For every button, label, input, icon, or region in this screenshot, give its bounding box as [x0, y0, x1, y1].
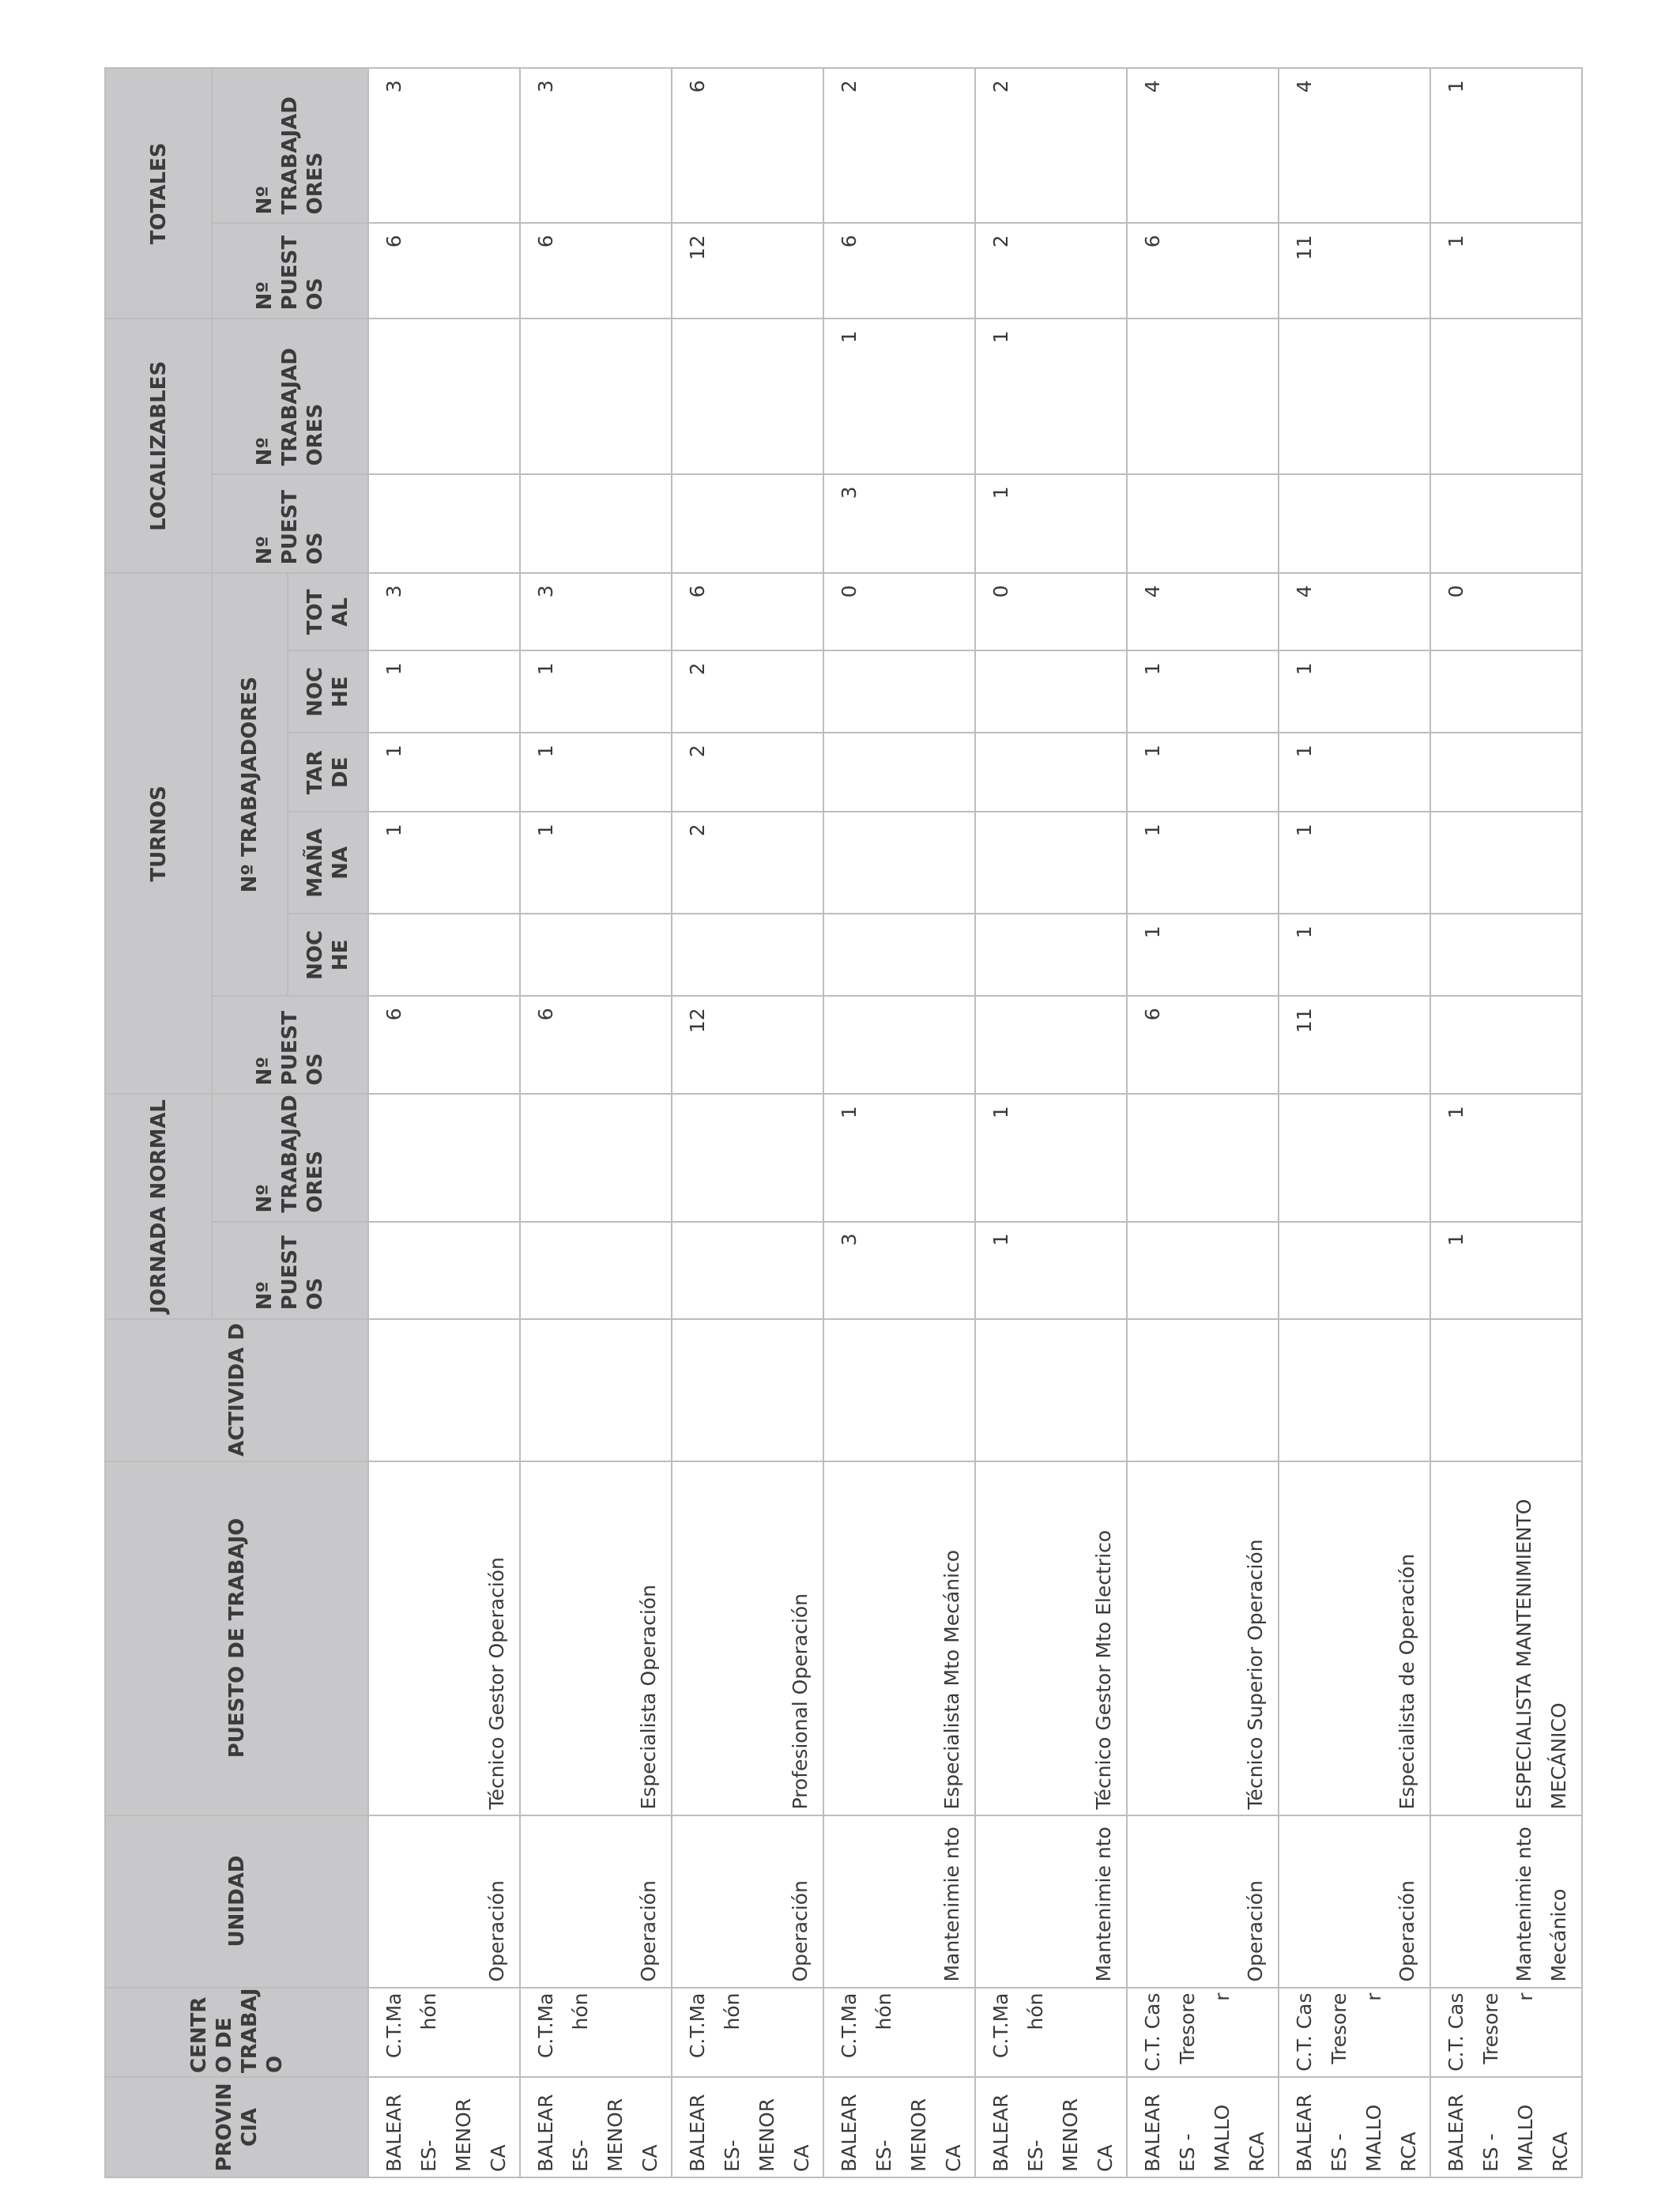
cell-jn-puestos: 1	[1430, 1222, 1582, 1319]
cell-manana: 1	[520, 812, 672, 914]
cell-puesto: Especialista Mto Mecánico	[823, 1461, 975, 1815]
header-centro: CENTR O DE TRABAJ O	[105, 1988, 368, 2077]
cell-centro: C.T.Ma hón	[672, 1988, 823, 2077]
cell-tot-puestos: 6	[823, 223, 975, 319]
cell-tot-trabajadores: 3	[520, 68, 672, 223]
cell-provincia: BALEAR ES - MALLO RCA	[1430, 2077, 1582, 2177]
header-jornada-normal: JORNADA NORMAL	[105, 1094, 212, 1318]
table-row	[672, 68, 823, 2177]
cell-tot-puestos: 1	[1430, 223, 1582, 319]
cell-actividad	[823, 1319, 975, 1461]
cell-unidad: Operación	[1127, 1815, 1279, 1988]
cell-loc-puestos	[1279, 474, 1430, 573]
table-row	[1279, 68, 1430, 2177]
header-localizables: LOCALIZABLES	[105, 319, 212, 573]
header-tarde: TAR DE	[288, 733, 368, 812]
cell-tot-trabajadores: 4	[1127, 68, 1279, 223]
cell-total: 4	[1127, 573, 1279, 650]
cell-noche-1: 1	[1127, 914, 1279, 996]
header-totales: TOTALES	[105, 68, 212, 319]
cell-manana	[823, 812, 975, 914]
cell-noche-1	[823, 914, 975, 996]
cell-unidad: Operación	[368, 1815, 520, 1988]
cell-manana	[975, 812, 1127, 914]
cell-provincia: BALEAR ES- MENOR CA	[672, 2077, 823, 2177]
header-jn-trabajadores: Nº TRABAJAD ORES	[212, 1094, 368, 1221]
cell-jn-trabajadores	[368, 1094, 520, 1221]
cell-total: 3	[368, 573, 520, 650]
cell-loc-trabajadores	[368, 319, 520, 474]
cell-puesto: Especialista de Operación	[1279, 1461, 1430, 1815]
cell-jn-puestos	[1279, 1222, 1430, 1319]
cell-puesto: Especialista Operación	[520, 1461, 672, 1815]
cell-tarde: 2	[672, 733, 823, 812]
header-turnos-puestos: Nº PUEST OS	[212, 996, 368, 1094]
cell-manana: 1	[368, 812, 520, 914]
cell-turnos-puestos: 6	[368, 996, 520, 1094]
header-turnos: TURNOS	[105, 573, 212, 1094]
cell-tot-puestos: 6	[1127, 223, 1279, 319]
header-provincia: PROVIN CIA	[105, 2077, 368, 2177]
cell-tot-puestos: 12	[672, 223, 823, 319]
header-actividad: ACTIVIDA D	[105, 1319, 368, 1461]
cell-loc-puestos	[368, 474, 520, 573]
cell-loc-trabajadores	[520, 319, 672, 474]
cell-turnos-puestos: 6	[520, 996, 672, 1094]
cell-loc-puestos: 3	[823, 474, 975, 573]
header-manana: MAÑA NA	[288, 812, 368, 914]
cell-tarde: 1	[1127, 733, 1279, 812]
cell-tarde	[1430, 733, 1582, 812]
cell-centro: C.T.Ma hón	[368, 1988, 520, 2077]
cell-turnos-puestos: 6	[1127, 996, 1279, 1094]
cell-tot-trabajadores: 4	[1279, 68, 1430, 223]
cell-actividad	[520, 1319, 672, 1461]
cell-noche-2: 1	[1127, 650, 1279, 733]
cell-manana: 1	[1279, 812, 1430, 914]
cell-puesto: Técnico Superior Operación	[1127, 1461, 1279, 1815]
cell-unidad: Mantenimie nto Mecánico	[1430, 1815, 1582, 1988]
cell-jn-trabajadores	[520, 1094, 672, 1221]
cell-loc-puestos	[1430, 474, 1582, 573]
cell-loc-puestos	[520, 474, 672, 573]
cell-actividad	[1279, 1319, 1430, 1461]
header-turnos-trabajadores: Nº TRABAJADORES	[212, 573, 288, 996]
cell-turnos-puestos	[1430, 996, 1582, 1094]
cell-loc-trabajadores: 1	[975, 319, 1127, 474]
cell-noche-2: 1	[368, 650, 520, 733]
header-puesto: PUESTO DE TRABAJO	[105, 1461, 368, 1815]
cell-jn-trabajadores: 1	[823, 1094, 975, 1221]
cell-loc-trabajadores	[672, 319, 823, 474]
staffing-table	[104, 67, 1583, 2178]
cell-unidad: Operación	[1279, 1815, 1430, 1988]
cell-tot-trabajadores: 2	[975, 68, 1127, 223]
header-total: TOT AL	[288, 573, 368, 650]
cell-total: 0	[975, 573, 1127, 650]
cell-actividad	[975, 1319, 1127, 1461]
table-row	[975, 68, 1127, 2177]
cell-centro: C.T. Cas Tresore r	[1127, 1988, 1279, 2077]
cell-tarde: 1	[1279, 733, 1430, 812]
cell-centro: C.T.Ma hón	[520, 1988, 672, 2077]
header-tot-trabajadores: Nº TRABAJAD ORES	[212, 68, 368, 223]
header-tot-puestos: Nº PUEST OS	[212, 223, 368, 319]
cell-puesto: Profesional Operación	[672, 1461, 823, 1815]
cell-noche-2	[1430, 650, 1582, 733]
cell-noche-1	[672, 914, 823, 996]
cell-total: 3	[520, 573, 672, 650]
cell-jn-puestos	[520, 1222, 672, 1319]
cell-manana	[1430, 812, 1582, 914]
cell-centro: C.T.Ma hón	[823, 1988, 975, 2077]
cell-actividad	[672, 1319, 823, 1461]
table-row	[823, 68, 975, 2177]
cell-noche-2: 2	[672, 650, 823, 733]
cell-tarde: 1	[368, 733, 520, 812]
cell-tarde	[823, 733, 975, 812]
header-loc-trabajadores: Nº TRABAJAD ORES	[212, 319, 368, 474]
cell-turnos-puestos	[975, 996, 1127, 1094]
cell-tot-trabajadores: 2	[823, 68, 975, 223]
cell-loc-trabajadores	[1279, 319, 1430, 474]
cell-noche-1	[368, 914, 520, 996]
cell-jn-puestos: 3	[823, 1222, 975, 1319]
cell-total: 0	[823, 573, 975, 650]
cell-tot-trabajadores: 1	[1430, 68, 1582, 223]
cell-noche-2	[823, 650, 975, 733]
cell-provincia: BALEAR ES- MENOR CA	[520, 2077, 672, 2177]
cell-tot-puestos: 2	[975, 223, 1127, 319]
cell-total: 6	[672, 573, 823, 650]
cell-puesto: Técnico Gestor Mto Electrico	[975, 1461, 1127, 1815]
cell-manana: 1	[1127, 812, 1279, 914]
table-row	[368, 68, 520, 2177]
table-row	[1430, 68, 1582, 2177]
table-row	[520, 68, 672, 2177]
cell-jn-trabajadores	[1127, 1094, 1279, 1221]
cell-provincia: BALEAR ES- MENOR CA	[823, 2077, 975, 2177]
cell-centro: C.T.Ma hón	[975, 1988, 1127, 2077]
table-row	[1127, 68, 1279, 2177]
cell-loc-trabajadores	[1127, 319, 1279, 474]
cell-tot-trabajadores: 3	[368, 68, 520, 223]
cell-noche-2: 1	[1279, 650, 1430, 733]
cell-turnos-puestos: 11	[1279, 996, 1430, 1094]
cell-jn-trabajadores	[1279, 1094, 1430, 1221]
cell-jn-puestos	[368, 1222, 520, 1319]
header-jn-puestos: Nº PUEST OS	[212, 1222, 368, 1319]
cell-puesto: Técnico Gestor Operación	[368, 1461, 520, 1815]
cell-noche-1	[975, 914, 1127, 996]
cell-unidad: Operación	[520, 1815, 672, 1988]
cell-loc-puestos: 1	[975, 474, 1127, 573]
header-noche-1: NOC HE	[288, 914, 368, 996]
cell-provincia: BALEAR ES - MALLO RCA	[1279, 2077, 1430, 2177]
cell-loc-trabajadores	[1430, 319, 1582, 474]
cell-tot-trabajadores: 6	[672, 68, 823, 223]
cell-actividad	[1430, 1319, 1582, 1461]
cell-tarde	[975, 733, 1127, 812]
cell-loc-puestos	[1127, 474, 1279, 573]
cell-noche-2: 1	[520, 650, 672, 733]
cell-provincia: BALEAR ES- MENOR CA	[368, 2077, 520, 2177]
cell-actividad	[368, 1319, 520, 1461]
cell-total: 0	[1430, 573, 1582, 650]
cell-jn-trabajadores: 1	[1430, 1094, 1582, 1221]
cell-unidad: Mantenimie nto	[975, 1815, 1127, 1988]
cell-loc-puestos	[672, 474, 823, 573]
cell-turnos-puestos	[823, 996, 975, 1094]
header-loc-puestos: Nº PUEST OS	[212, 474, 368, 573]
header-noche-2: NOC HE	[288, 650, 368, 733]
cell-noche-1	[520, 914, 672, 996]
cell-manana: 2	[672, 812, 823, 914]
cell-noche-1: 1	[1279, 914, 1430, 996]
cell-tot-puestos: 6	[520, 223, 672, 319]
cell-actividad	[1127, 1319, 1279, 1461]
cell-loc-trabajadores: 1	[823, 319, 975, 474]
cell-tarde: 1	[520, 733, 672, 812]
cell-jn-puestos	[1127, 1222, 1279, 1319]
cell-jn-trabajadores: 1	[975, 1094, 1127, 1221]
cell-jn-trabajadores	[672, 1094, 823, 1221]
header-unidad: UNIDAD	[105, 1815, 368, 1988]
cell-unidad: Mantenimie nto	[823, 1815, 975, 1988]
cell-noche-2	[975, 650, 1127, 733]
cell-centro: C.T. Cas Tresore r	[1279, 1988, 1430, 2077]
cell-jn-puestos: 1	[975, 1222, 1127, 1319]
cell-noche-1	[1430, 914, 1582, 996]
cell-centro: C.T. Cas Tresore r	[1430, 1988, 1582, 2077]
cell-total: 4	[1279, 573, 1430, 650]
cell-tot-puestos: 6	[368, 223, 520, 319]
cell-puesto: ESPECIALISTA MANTENIMIENTO MECÁNICO	[1430, 1461, 1582, 1815]
cell-turnos-puestos: 12	[672, 996, 823, 1094]
cell-unidad: Operación	[672, 1815, 823, 1988]
cell-provincia: BALEAR ES - MALLO RCA	[1127, 2077, 1279, 2177]
cell-provincia: BALEAR ES- MENOR CA	[975, 2077, 1127, 2177]
cell-tot-puestos: 11	[1279, 223, 1430, 319]
cell-jn-puestos	[672, 1222, 823, 1319]
